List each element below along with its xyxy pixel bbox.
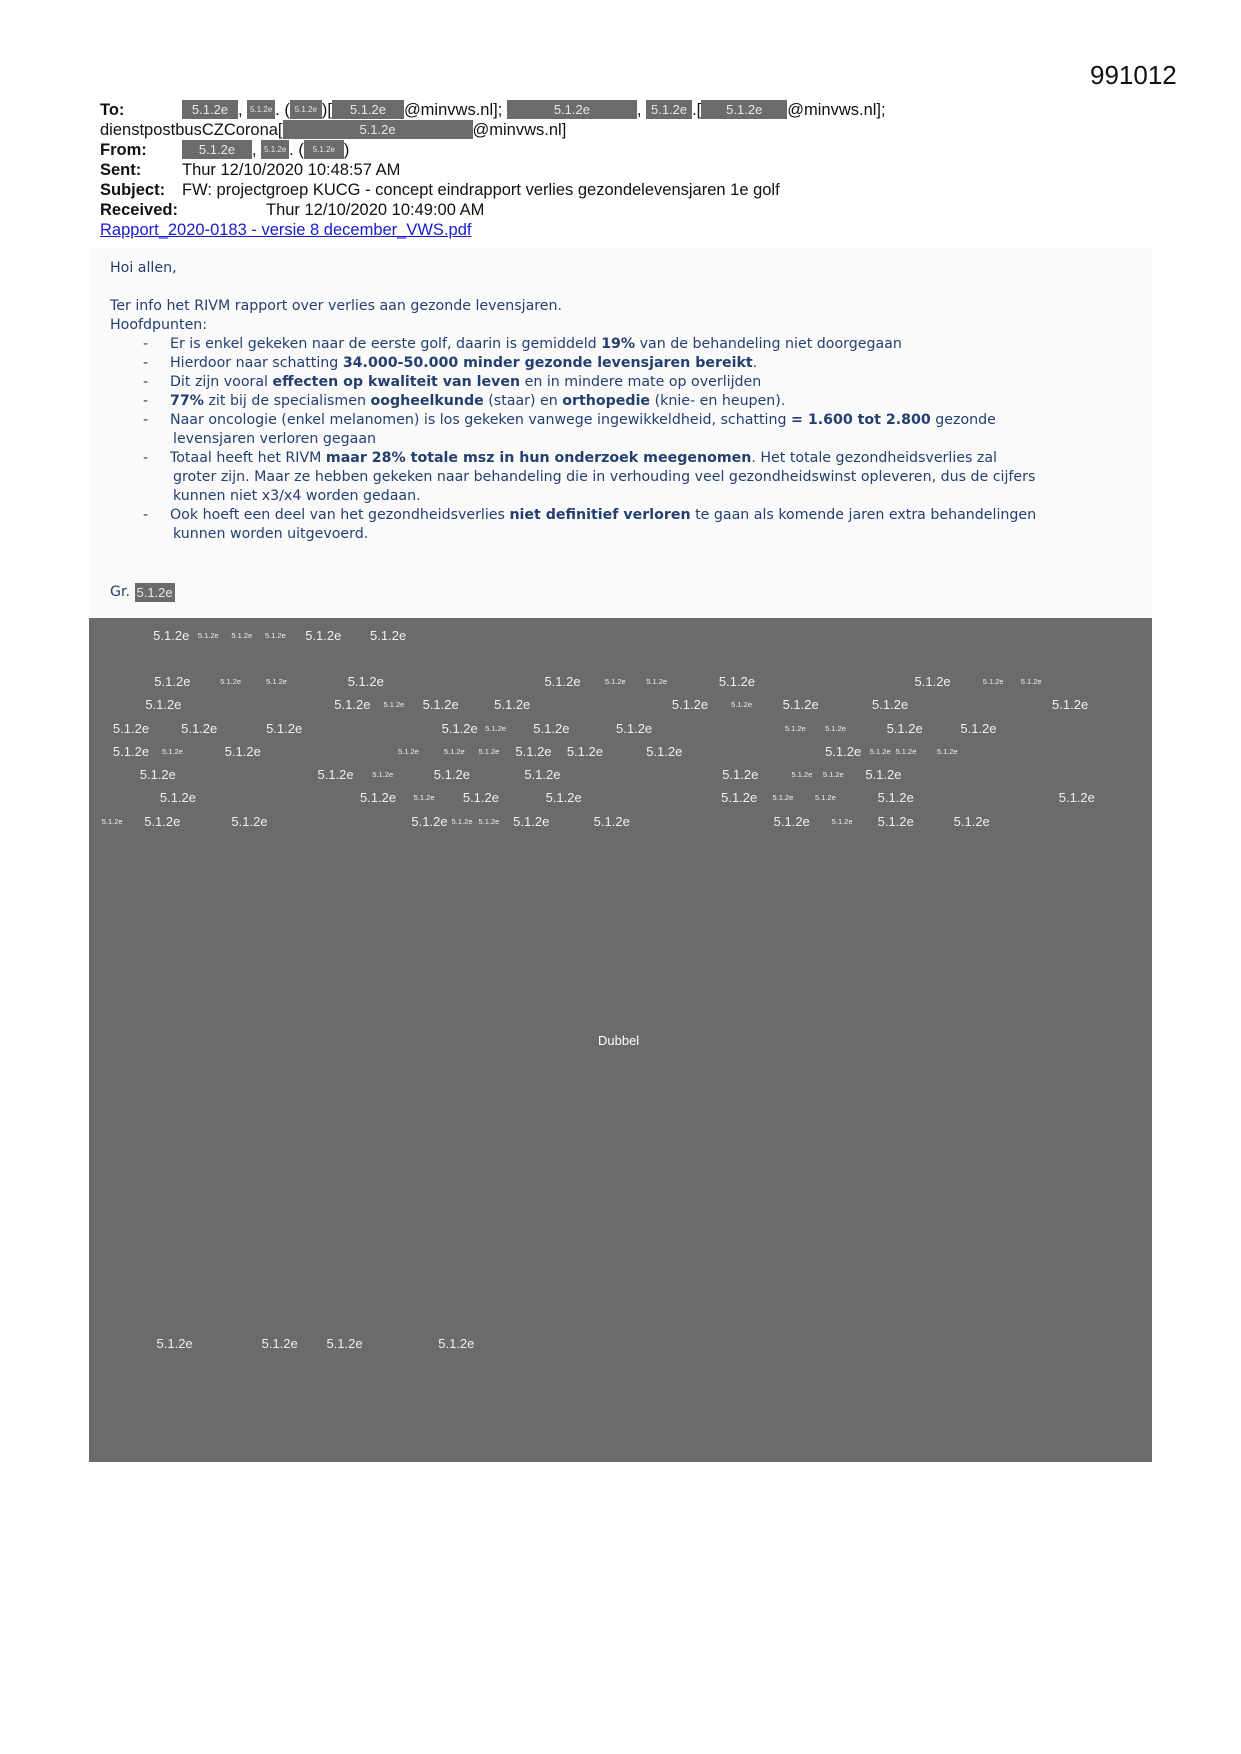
redaction: 5.1.2e [290, 100, 322, 119]
redaction-label: 5.1.2e [305, 628, 342, 644]
redaction-label: 5.1.2e [545, 790, 582, 806]
text: effecten op kwaliteit van leven [272, 374, 521, 390]
redaction-label: 5.1.2e [443, 747, 465, 757]
redaction-label: 5.1.2e [261, 1335, 298, 1351]
text: te gaan als komende jaren extra behandelingen [690, 507, 1037, 523]
text: van de behandeling niet doorgegaan [635, 336, 902, 352]
redaction-label: 5.1.2e [398, 747, 419, 757]
redaction-label: 5.1.2e [334, 697, 371, 713]
redaction-label: 5.1.2e [441, 720, 478, 736]
redaction-label: 5.1.2e [936, 747, 958, 757]
redaction-label: 5.1.2e [478, 747, 500, 757]
redaction-label: 5.1.2e [914, 673, 951, 689]
email-domain: @minvws.nl]; [403, 101, 503, 119]
redaction: 5.1.2e [304, 140, 344, 159]
redaction-label: 5.1.2e [101, 816, 123, 826]
text: Er is enkel gekeken naar de eerste golf, daarin is gemiddeld [170, 336, 602, 352]
redaction-label: 5.1.2e [266, 676, 287, 686]
redaction-label: 5.1.2e [264, 631, 286, 641]
greeting: Hoi allen, [110, 260, 177, 276]
redaction-label: 5.1.2e [513, 813, 550, 829]
redaction-label: 5.1.2e [872, 697, 909, 713]
bullet-dash: - [143, 355, 149, 371]
redaction-label: 5.1.2e [544, 673, 581, 689]
text: maar 28% totale msz in hun onderzoek meegenomen [325, 450, 752, 466]
redaction-label: 5.1.2e [413, 793, 435, 803]
redaction-label: 5.1.2e [831, 816, 853, 826]
redaction-label: 5.1.2e [982, 676, 1004, 686]
redaction-label: 5.1.2e [953, 813, 990, 829]
redaction: 5.1.2e [182, 100, 238, 119]
text: zit bij de specialismen [203, 393, 371, 409]
bullet-6-cont: kunnen niet x3/x4 worden gedaan. [173, 488, 421, 504]
redaction-label: 5.1.2e [815, 793, 836, 803]
bullet-7-cont: kunnen worden uitgevoerd. [173, 526, 369, 542]
redaction-label: 5.1.2e [869, 747, 891, 757]
intro: Ter info het RIVM rapport over verlies aan gezonde levensjaren. [110, 298, 563, 314]
redaction-label: 5.1.2e [154, 673, 191, 689]
text: 34.000-50.000 minder gezonde levensjaren bereikt [342, 355, 753, 371]
from-label: From: [100, 141, 147, 159]
text: = 1.600 tot 2.800 [791, 412, 931, 428]
bullet-7 [170, 506, 1036, 525]
redaction-label: 5.1.2e [494, 697, 531, 713]
redaction-label: 5.1.2e [224, 744, 261, 760]
redaction: 5.1.2e [136, 585, 173, 600]
bullet-5-cont: levensjaren verloren gegaan [173, 431, 377, 447]
redaction-label: 5.1.2e [671, 697, 709, 713]
bullet-1 [170, 335, 902, 354]
redaction-label: 5.1.2e [485, 723, 507, 733]
text: (staar) en [483, 393, 563, 409]
redaction-label: 5.1.2e [515, 744, 552, 760]
attachment-link[interactable]: Rapport_2020-0183 - versie 8 december_VWS.pdf [100, 221, 472, 239]
redaction-label: 5.1.2e [721, 790, 758, 806]
redaction-label: 5.1.2e [1052, 697, 1089, 713]
redaction-label: 5.1.2e [156, 1335, 193, 1351]
text: . Het totale gezondheidsverlies zal [751, 450, 997, 466]
redaction-label: 5.1.2e [646, 676, 668, 686]
redaction-label: 5.1.2e [772, 793, 794, 803]
redaction-label: 5.1.2e [1058, 790, 1095, 806]
text: Totaal heeft het RIVM [170, 450, 326, 466]
mailbox-name: dienstpostbusCZCorona[ [100, 121, 283, 139]
text: orthopedie [562, 393, 651, 409]
text: niet definitief verloren [509, 507, 691, 523]
redaction-label: 5.1.2e [865, 766, 902, 782]
redaction-label: 5.1.2e [895, 747, 917, 757]
redaction-label: 5.1.2e [112, 744, 150, 760]
to-line: To: 5.1.2e , 5.1.2e . ( 5.1.2e )[ 5.1.2e @minvws.nl]; 5.1.2e , 5.1.2e .[ 5.1.2e @minvws.nl]; [100, 101, 886, 119]
redaction: 5.1.2e [283, 120, 473, 139]
text: Ook hoeft een deel van het gezondheidsverlies [170, 507, 510, 523]
received-line [100, 200, 484, 220]
to-line-2 [100, 120, 566, 140]
redaction-label: 5.1.2e [144, 813, 181, 829]
bullet-dash: - [143, 336, 149, 352]
bullet-4 [170, 392, 785, 411]
redaction-label: 5.1.2e [1020, 676, 1042, 686]
email-domain: @minvws.nl] [472, 121, 567, 139]
sent-label: Sent: [100, 161, 142, 179]
redaction-label: 5.1.2e [825, 744, 862, 760]
redaction: 5.1.2e [507, 100, 637, 119]
redaction-label: 5.1.2e [372, 769, 394, 779]
sent-value: Thur 12/10/2020 10:48:57 AM [182, 161, 401, 179]
redaction: 5.1.2e [182, 140, 252, 159]
redaction-label: 5.1.2e [960, 720, 997, 736]
text: Dit zijn vooral [170, 374, 273, 390]
subject-value: FW: projectgroep KUCG - concept eindrapport verlies gezondelevensjaren 1e golf [182, 181, 780, 199]
redaction-label: 5.1.2e [411, 813, 448, 829]
redaction: 5.1.2e [332, 100, 404, 119]
redaction-label: 5.1.2e [646, 744, 683, 760]
redaction-label: 5.1.2e [566, 744, 603, 760]
bullet-dash: - [143, 393, 149, 409]
sent-line [100, 160, 400, 180]
redaction: 5.1.2e [701, 100, 787, 119]
redaction-label: 5.1.2e [326, 1335, 363, 1351]
redaction: 5.1.2e [247, 100, 275, 119]
bullet-dash: - [143, 507, 149, 523]
redaction-label: 5.1.2e [825, 723, 846, 733]
redaction-label: 5.1.2e [773, 813, 810, 829]
redaction-label: 5.1.2e [145, 697, 182, 713]
redaction-label: 5.1.2e [782, 697, 819, 713]
text: en in mindere mate op overlijden [520, 374, 762, 390]
redaction-label: 5.1.2e [478, 816, 500, 826]
redaction-label: 5.1.2e [604, 676, 626, 686]
bullet-6-cont: groter zijn. Maar ze hebben gekeken naar behandeling die in verhouding veel gezondheidswinst opleveren, dus de cijfers [173, 469, 1036, 485]
redaction-label: 5.1.2e [220, 676, 242, 686]
attachment-line [100, 220, 471, 240]
redaction-label: 5.1.2e [159, 790, 197, 806]
text: (knie- en heupen). [650, 393, 786, 409]
redaction-label: 5.1.2e [153, 628, 190, 644]
redaction-label: 5.1.2e [524, 766, 561, 782]
redaction-label: 5.1.2e [533, 720, 570, 736]
redaction-label: 5.1.2e [139, 766, 176, 782]
redaction-label: 5.1.2e [370, 628, 407, 644]
redaction-label: 5.1.2e [422, 697, 459, 713]
text: Naar oncologie (enkel melanomen) is los gekeken vanwege ingewikkeldheid, schatting [170, 412, 791, 428]
to-label: To: [100, 101, 125, 119]
text: 77% [170, 393, 204, 409]
bullet-dash: - [143, 450, 149, 466]
redaction: 5.1.2e [261, 140, 289, 159]
redaction: 5.1.2e [646, 100, 692, 119]
points-heading: Hoofdpunten: [110, 317, 208, 333]
redaction-label: 5.1.2e [317, 766, 354, 782]
redaction-label: 5.1.2e [877, 790, 914, 806]
email-domain: @minvws.nl]; [787, 101, 886, 119]
received-value: Thur 12/10/2020 10:49:00 AM [266, 201, 485, 219]
from-line: From: 5.1.2e , 5.1.2e . ( 5.1.2e ) [100, 141, 350, 159]
document-number: 991012 [1090, 60, 1177, 90]
bullet-5 [170, 411, 996, 430]
redaction-label: 5.1.2e [383, 700, 405, 710]
redaction-label: 5.1.2e [593, 813, 630, 829]
redaction-label: 5.1.2e [616, 720, 653, 736]
bullet-6 [170, 449, 997, 468]
text: . [752, 355, 758, 371]
redaction-label: 5.1.2e [722, 766, 759, 782]
redaction-label: 5.1.2e [231, 631, 253, 641]
redaction-label: 5.1.2e [162, 747, 183, 757]
bullet-2 [170, 354, 757, 373]
signoff [110, 583, 175, 602]
redaction-label: 5.1.2e [784, 723, 806, 733]
signoff-text: Gr. [110, 584, 131, 600]
redaction-label: 5.1.2e [197, 631, 219, 641]
redaction-label: 5.1.2e [791, 769, 813, 779]
redaction-label: 5.1.2e [731, 700, 753, 710]
text: Hierdoor naar schatting [170, 355, 343, 371]
redaction-label: 5.1.2e [822, 769, 844, 779]
redaction-label: 5.1.2e [433, 766, 470, 782]
text: oogheelkunde [370, 393, 484, 409]
subject-line [100, 180, 780, 200]
text: 19% [601, 336, 636, 352]
redaction-label: 5.1.2e [231, 813, 268, 829]
redaction-label: 5.1.2e [718, 673, 756, 689]
bullet-dash: - [143, 374, 149, 390]
redaction-label: 5.1.2e [359, 790, 397, 806]
redaction-label: 5.1.2e [438, 1335, 475, 1351]
redaction-label: 5.1.2e [347, 673, 384, 689]
redaction-label: 5.1.2e [112, 720, 150, 736]
subject-label: Subject: [100, 181, 166, 199]
text: gezonde [930, 412, 996, 428]
redaction-label: 5.1.2e [877, 813, 914, 829]
redaction-label: 5.1.2e [886, 720, 923, 736]
redaction-label: 5.1.2e [266, 720, 303, 736]
duplicate-label: Dubbel [598, 1033, 640, 1048]
redaction-label: 5.1.2e [451, 816, 473, 826]
bullet-3 [170, 373, 761, 392]
received-label: Received: [100, 201, 178, 219]
redaction-label: 5.1.2e [462, 790, 499, 806]
redaction-label: 5.1.2e [181, 720, 218, 736]
bullet-dash: - [143, 412, 149, 428]
